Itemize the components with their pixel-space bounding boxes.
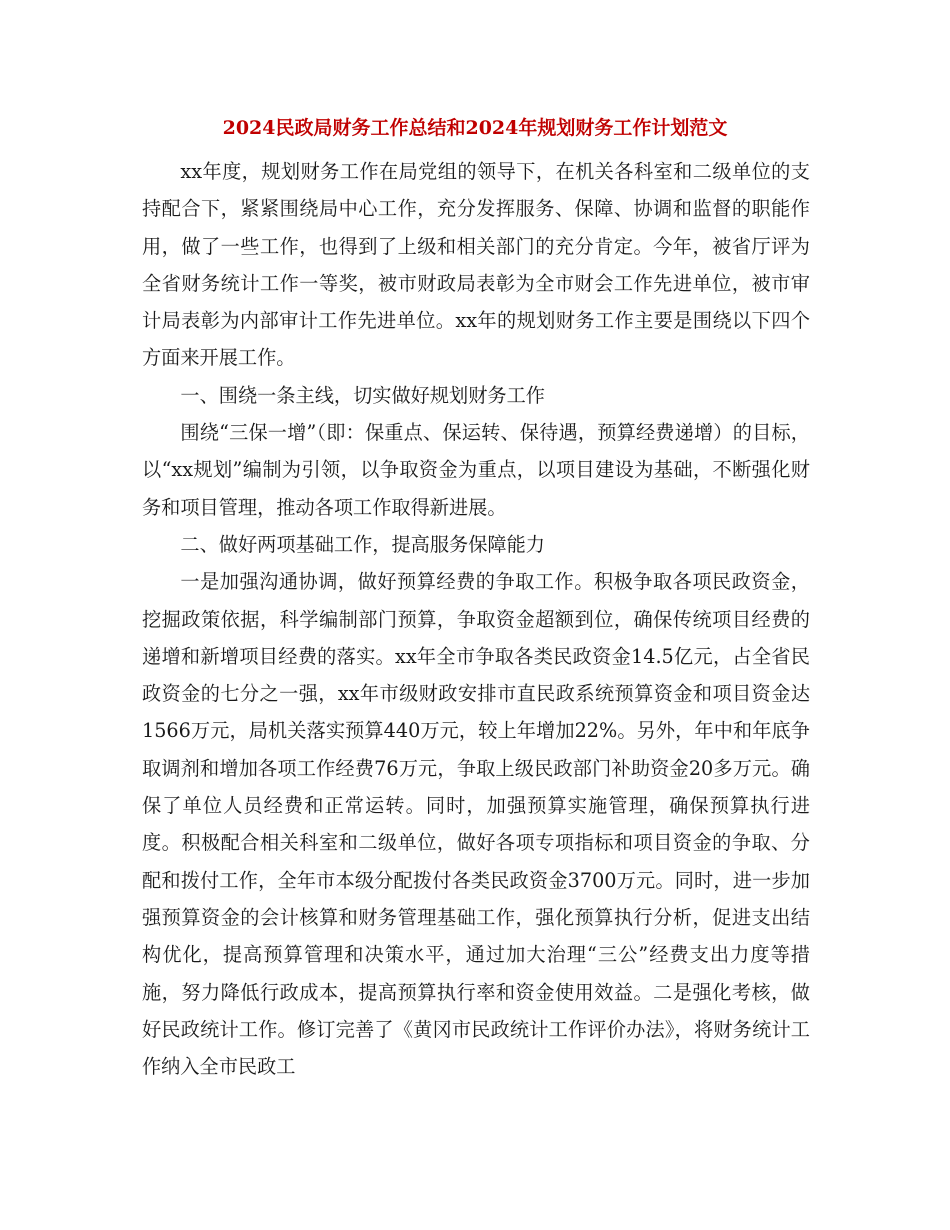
paragraph-intro: xx年度，规划财务工作在局党组的领导下，在机关各科室和二级单位的支持配合下，紧紧围绕局中心工作，充分发挥服务、保障、协调和监督的职能作用，做了一些工作，也得到了上级和相关部门的充分肯定。今年，被省厅评为全省财务统计工作一等奖，被市财政局表彰为全市财会工作先进单位，被市审计局表彰为内部审计工作先进单位。xx年的规划财务工作主要是围绕以下四个方面来开展工作。 <box>142 160 810 370</box>
document-body <box>142 153 810 1085</box>
section-heading-2: 二、做好两项基础工作，提高服务保障能力 <box>180 532 545 556</box>
paragraph-section-2: 一是加强沟通协调，做好预算经费的争取工作。积极争取各项民政资金，挖掘政策依据，科学编制部门预算，争取资金超额到位，确保传统项目经费的递增和新增项目经费的落实。xx年全市争取各类民政资金14.5亿元，占全省民政资金的七分之一强，xx年市级财政安排市直民政系统预算资金和项目资金达1566万元，局机关落实预算440万元，较上年增加22%。另外，年中和年底争取调剂和增加各项工作经费76万元，争取上级民政部门补助资金20多万元。确保了单位人员经费和正常运转。同时，加强预算实施管理，确保预算执行进度。积极配合相关科室和二级单位，做好各项专项指标和项目资金的争取、分配和拨付工作，全年市本级分配拨付各类民政资金3700万元。同时，进一步加强预算资金的会计核算和财务管理基础工作，强化预算执行分析，促进支出结构优化，提高预算管理和决策水平，通过加大治理“三公”经费支出力度等措施，努力降低行政成本，提高预算执行率和资金使用效益。二是强化考核，做好民政统计工作。修订完善了《黄冈市民政统计工作评价办法》，将财务统计工作纳入全市民政工 <box>142 570 810 1079</box>
section-heading-1: 一、围绕一条主线，切实做好规划财务工作 <box>180 383 545 407</box>
paragraph-section-1: 围绕“三保一增”（即：保重点、保运转、保待遇，预算经费递增）的目标，以“xx规划”编制为引领，以争取资金为重点，以项目建设为基础，不断强化财务和项目管理，推动各项工作取得新进展。 <box>142 421 810 519</box>
document-title: 2024民政局财务工作总结和2024年规划财务工作计划范文 <box>222 117 728 139</box>
